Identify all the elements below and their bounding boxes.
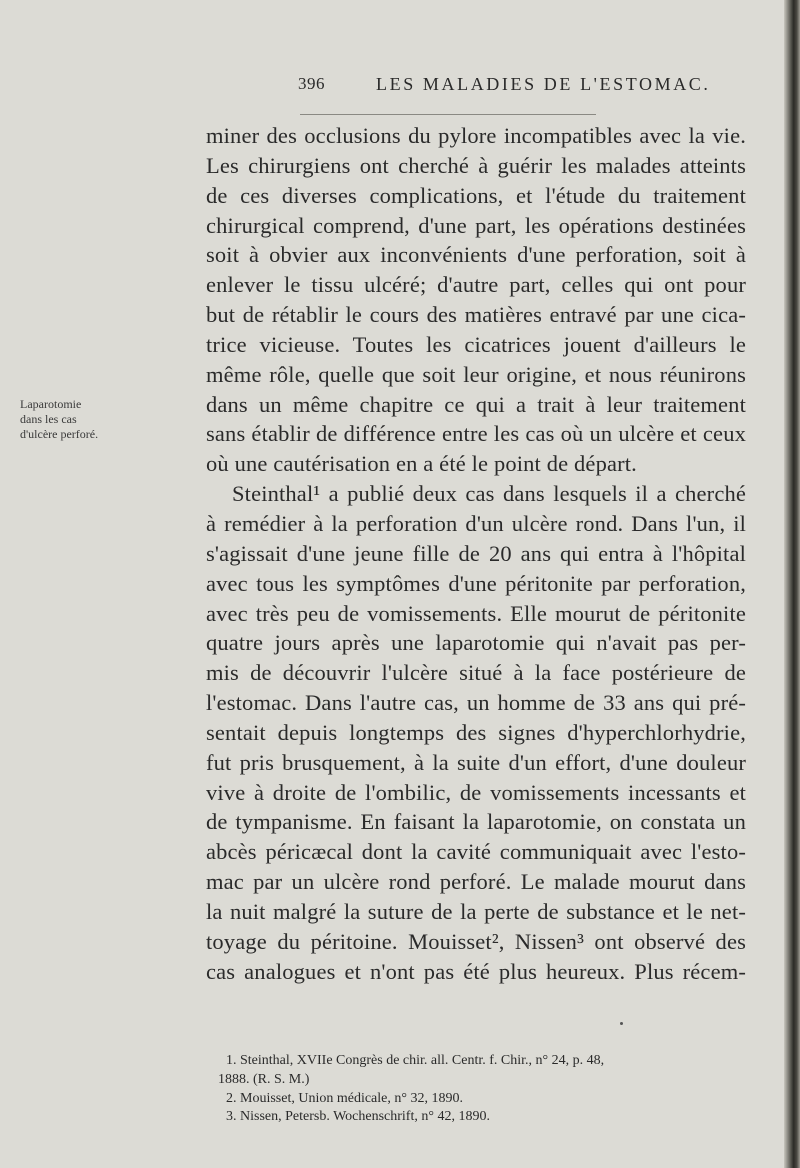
body-text bbox=[206, 121, 746, 986]
text-line: chirurgical comprend, d'une part, les opérations destinées bbox=[206, 212, 746, 238]
paper-speck bbox=[620, 1022, 623, 1025]
text-line: dans un même chapitre ce qui a trait à leur traitement bbox=[206, 391, 746, 417]
footnote: 1. Steinthal, XVIIe Congrès de chir. all. Centr. f. Chir., n° 24, p. 48, bbox=[226, 1053, 605, 1068]
header-rule bbox=[300, 114, 596, 115]
text-line: but de rétablir le cours des matières entravé par une cica- bbox=[206, 302, 746, 328]
footnotes bbox=[218, 1052, 758, 1127]
text-line: vive à droite de l'ombilic, de vomissements incessants et bbox=[206, 779, 746, 805]
text-line: mac par un ulcère rond perforé. Le malade mourut dans bbox=[206, 869, 746, 895]
text-line: abcès péricæcal dont la cavité communiquait avec l'esto- bbox=[206, 839, 746, 865]
margin-note bbox=[20, 397, 210, 442]
text-line: où une cautérisation en a été le point de départ. bbox=[206, 451, 637, 477]
text-line: avec très peu de vomissements. Elle mourut de péritonite bbox=[206, 600, 746, 626]
text-line: avec tous les symptômes d'une péritonite par perforation, bbox=[206, 570, 746, 596]
text-line: de tympanisme. En faisant la laparotomie, on constata un bbox=[206, 809, 746, 835]
text-line: enlever le tissu ulcéré; d'autre part, celles qui ont pour bbox=[206, 272, 746, 298]
margin-note-line: d'ulcère perforé. bbox=[20, 427, 99, 441]
text-line: fut pris brusquement, à la suite d'un effort, d'une douleur bbox=[206, 749, 746, 775]
text-line: s'agissait d'une jeune fille de 20 ans qui entra à l'hôpital bbox=[206, 540, 746, 566]
text-line: sans établir de différence entre les cas où un ulcère et ceux bbox=[206, 421, 746, 447]
running-title: LES MALADIES DE L'ESTOMAC. bbox=[376, 74, 711, 94]
text-line: à remédier à la perforation d'un ulcère rond. Dans l'un, il bbox=[206, 510, 746, 536]
text-line: de ces diverses complications, et l'étude du traitement bbox=[206, 182, 746, 208]
text-line: Steinthal¹ a publié deux cas dans lesquels il a cherché bbox=[232, 481, 746, 507]
text-line: toyage du péritoine. Mouisset², Nissen³ ont observé des bbox=[206, 928, 746, 954]
text-line: mis de découvrir l'ulcère situé à la face postérieure de bbox=[206, 660, 746, 686]
text-line: sentait depuis longtemps des signes d'hyperchlorhydrie, bbox=[206, 719, 746, 745]
text-line: trice vicieuse. Toutes les cicatrices jouent d'ailleurs le bbox=[206, 331, 746, 357]
text-line: miner des occlusions du pylore incompatibles avec la vie. bbox=[206, 123, 746, 148]
text-line: même rôle, quelle que soit leur origine, et nous réunirons bbox=[206, 361, 746, 387]
margin-note-line: dans les cas bbox=[20, 412, 77, 426]
text-line: l'estomac. Dans l'autre cas, un homme de 33 ans qui pré- bbox=[206, 690, 746, 716]
margin-note-line: Laparotomie bbox=[20, 397, 82, 411]
footnote: 3. Nissen, Petersb. Wochenschrift, n° 42, 1890. bbox=[226, 1109, 490, 1125]
text-line: cas analogues et n'ont pas été plus heureux. Plus récem- bbox=[206, 958, 746, 984]
footnote: 2. Mouisset, Union médicale, n° 32, 1890. bbox=[226, 1090, 463, 1106]
page-header bbox=[0, 74, 788, 102]
text-line: la nuit malgré la suture de la perte de substance et le net- bbox=[206, 898, 746, 924]
book-edge bbox=[784, 0, 800, 1168]
text-line: Les chirurgiens ont cherché à guérir les malades atteints bbox=[206, 152, 746, 178]
text-line: soit à obvier aux inconvénients d'une perforation, soit à bbox=[206, 242, 746, 268]
text-line: quatre jours après une laparotomie qui n'avait pas per- bbox=[206, 630, 746, 656]
page-number: 396 bbox=[298, 74, 325, 93]
footnote: 1888. (R. S. M.) bbox=[218, 1071, 310, 1087]
